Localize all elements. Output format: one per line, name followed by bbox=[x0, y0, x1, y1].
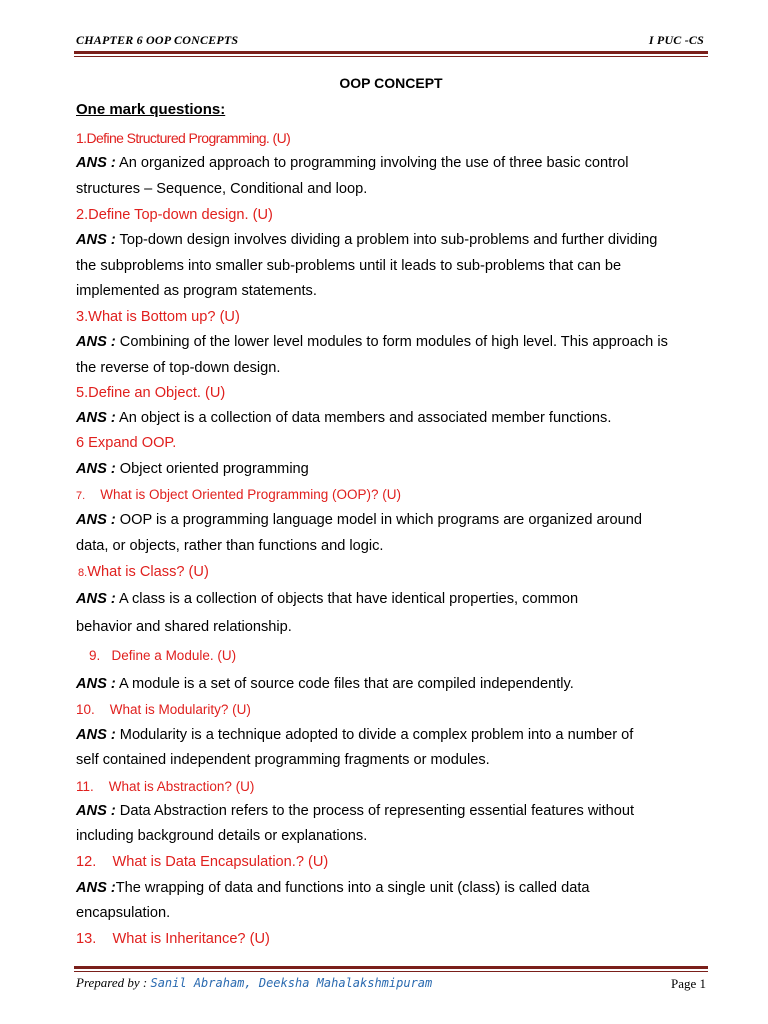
footer-rule bbox=[74, 966, 708, 969]
question-2: 2.Define Top-down design. (U) bbox=[76, 207, 273, 223]
ans-label: ANS : bbox=[76, 461, 116, 477]
answer-10-line-1: ANS : Modularity is a technique adopted to divide a complex problem into a number of bbox=[76, 727, 634, 743]
answer-5-line-1: ANS : An object is a collection of data members and associated member functions. bbox=[76, 410, 612, 426]
answer-2-line-2: the subproblems into smaller sub-problems until it leads to sub-problems that can be bbox=[76, 258, 622, 274]
footer-authors: Sanil Abraham, Deeksha Mahalakshmipuram bbox=[150, 976, 433, 990]
answer-3-line-2: the reverse of top-down design. bbox=[76, 360, 281, 376]
footer-prepared-by: Prepared by : Sanil Abraham, Deeksha Mahalakshmipuram bbox=[76, 975, 433, 990]
answer-7-line-2: data, or objects, rather than functions and logic. bbox=[76, 538, 384, 554]
answer-11-line-1: ANS : Data Abstraction refers to the process of representing essential features without bbox=[76, 803, 635, 819]
header-class: I PUC -CS bbox=[648, 33, 704, 47]
header-rule bbox=[74, 51, 708, 54]
ans-label: ANS : bbox=[76, 410, 116, 426]
footer-page-number: Page 1 bbox=[670, 976, 706, 991]
question-9: 9. Define a Module. (U) bbox=[89, 648, 237, 663]
question-10: 10. What is Modularity? (U) bbox=[76, 702, 251, 717]
answer-12-line-2: encapsulation. bbox=[76, 905, 171, 921]
header-chapter: CHAPTER 6 OOP CONCEPTS bbox=[76, 33, 239, 47]
question-12: 12. What is Data Encapsulation.? (U) bbox=[76, 854, 329, 870]
answer-11-line-2: including background details or explanations. bbox=[76, 828, 368, 844]
answer-8-line-2: behavior and shared relationship. bbox=[76, 619, 292, 635]
answer-1-line-1: ANS : An organized approach to programming involving the use of three basic control bbox=[76, 155, 629, 171]
question-7: 7. What is Object Oriented Programming (OOP)? (U) bbox=[76, 487, 402, 502]
ans-label: ANS : bbox=[76, 232, 116, 248]
ans-label: ANS : bbox=[76, 880, 116, 896]
question-8: 8.What is Class? (U) bbox=[78, 564, 209, 580]
ans-label: ANS : bbox=[76, 727, 116, 743]
question-11: 11. What is Abstraction? (U) bbox=[76, 779, 255, 794]
header-rule-thin bbox=[74, 56, 708, 57]
answer-9-line-1: ANS : A module is a set of source code files that are compiled independently. bbox=[76, 676, 574, 692]
ans-label: ANS : bbox=[76, 512, 116, 528]
answer-12-line-1: ANS :The wrapping of data and functions into a single unit (class) is called data bbox=[76, 880, 590, 896]
ans-label: ANS : bbox=[76, 803, 116, 819]
answer-7-line-1: ANS : OOP is a programming language model in which programs are organized around bbox=[76, 512, 642, 528]
ans-label: ANS : bbox=[76, 155, 116, 171]
ans-label: ANS : bbox=[76, 676, 116, 692]
answer-10-line-2: self contained independent programming fragments or modules. bbox=[76, 752, 490, 768]
footer-rule-thin bbox=[74, 971, 708, 972]
question-3: 3.What is Bottom up? (U) bbox=[76, 309, 240, 325]
answer-2-line-3: implemented as program statements. bbox=[76, 283, 317, 299]
question-13: 13. What is Inheritance? (U) bbox=[76, 931, 270, 947]
ans-label: ANS : bbox=[76, 591, 116, 607]
question-6: 6 Expand OOP. bbox=[76, 435, 177, 451]
answer-8-line-1: ANS : A class is a collection of objects that have identical properties, common bbox=[76, 591, 579, 607]
answer-2-line-1: ANS : Top-down design involves dividing a problem into sub-problems and further dividing bbox=[76, 232, 658, 248]
answer-6-line-1: ANS : Object oriented programming bbox=[76, 461, 309, 477]
page-title: OOP CONCEPT bbox=[339, 75, 443, 91]
answer-1-line-2: structures – Sequence, Conditional and loop. bbox=[76, 181, 368, 197]
ans-label: ANS : bbox=[76, 334, 116, 350]
answer-3-line-1: ANS : Combining of the lower level modules to form modules of high level. This approach is bbox=[76, 334, 668, 350]
section-heading: One mark questions: bbox=[76, 101, 226, 118]
question-1: 1.Define Structured Programming. (U) bbox=[76, 130, 291, 146]
question-5: 5.Define an Object. (U) bbox=[76, 385, 226, 401]
